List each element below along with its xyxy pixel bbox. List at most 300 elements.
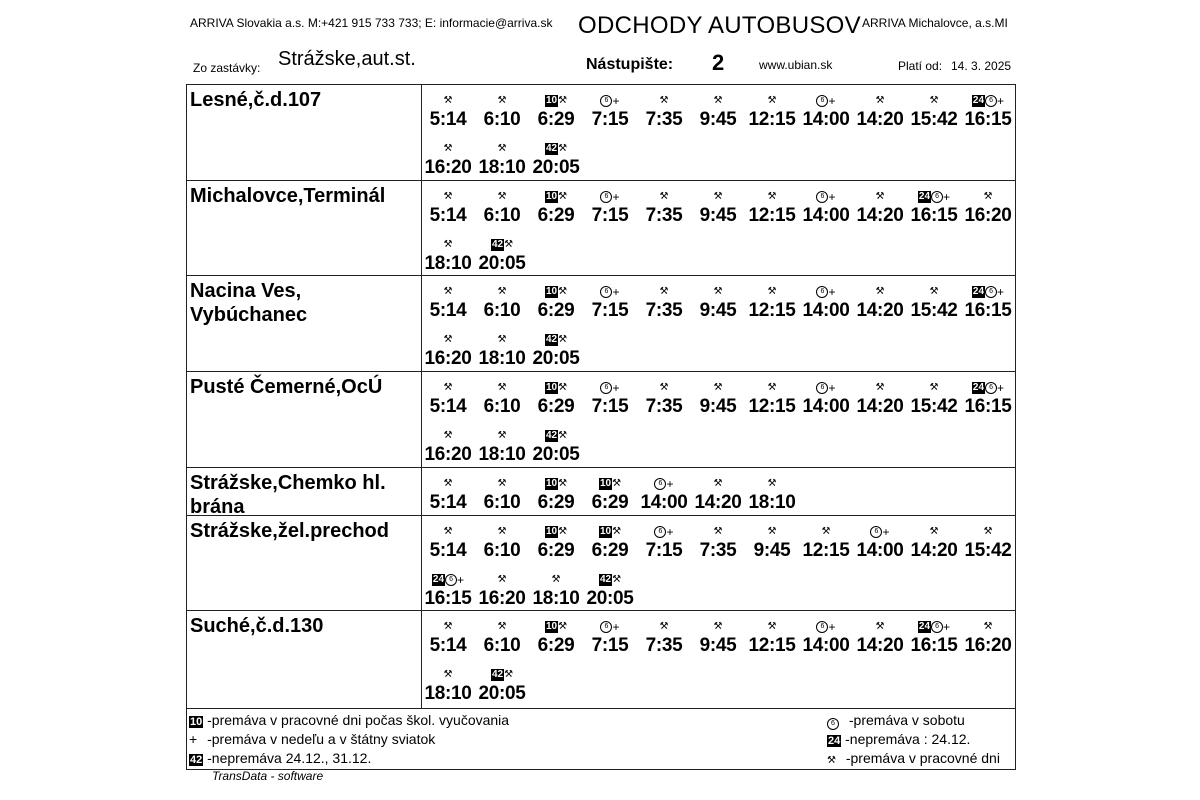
departure-notes [691,93,745,109]
departure [745,476,799,514]
departure-time: 18:10 [748,492,796,513]
departure-time: 5:14 [429,635,467,656]
departure [853,380,907,418]
hammers-icon: ⚒ [443,143,453,154]
saturday-icon: 6 [931,621,943,633]
saturday-icon: 6 [931,191,943,203]
departure-notes [853,284,907,300]
departure [475,428,529,466]
departure [961,93,1015,131]
departure-time: 20:05 [532,157,580,178]
saturday-icon: 6 [985,95,997,107]
departure [475,524,529,562]
hammers-icon: ⚒ [443,334,453,345]
departure [529,93,583,131]
departure-notes [475,380,529,396]
departure-time: 16:20 [964,205,1012,226]
hammers-icon: ⚒ [558,191,568,202]
departure [421,428,475,466]
hammers-icon: ⚒ [983,526,993,537]
saturday-icon: 6 [816,382,828,394]
departure-time: 9:45 [699,635,737,656]
departure-time: 16:20 [424,444,472,465]
legend-school [189,711,509,729]
saturday-icon: 6 [985,382,997,394]
departure [853,189,907,227]
hammers-icon: ⚒ [929,382,939,393]
hammers-icon: ⚒ [767,191,777,202]
plus-icon: + [828,94,836,108]
departure [421,667,475,705]
hammers-icon: ⚒ [504,239,514,250]
hammers-icon: ⚒ [612,574,622,585]
hammers-icon: ⚒ [875,95,885,106]
operator-name: ARRIVA Michalovce, a.s.MI [862,16,1008,30]
departure [475,380,529,418]
departure [853,524,907,562]
plus-icon: + [189,731,198,747]
departure-time: 7:15 [645,540,683,561]
departure-time: 14:20 [856,109,904,130]
legend-no-24 [827,730,970,748]
departure-time: 6:29 [537,300,575,321]
route-row [187,372,1015,468]
school-days-icon: 10 [545,286,558,297]
plus-icon: + [666,525,674,539]
departure-notes [529,572,583,588]
departure-notes [421,380,475,396]
saturday-icon: 6 [654,478,666,490]
departure-notes [961,284,1015,300]
plus-icon: + [997,94,1005,108]
legend-no-24-text: -nepremáva : 24.12. [845,731,971,747]
saturday-icon: 6 [445,574,457,586]
departure-notes [745,524,799,540]
hammers-icon: ⚒ [659,621,669,632]
plus-icon: + [997,381,1005,395]
departure-notes [583,619,637,635]
departure-time: 6:29 [537,109,575,130]
departure-notes [745,380,799,396]
plus-icon: + [943,620,951,634]
no-24-icon: 24 [972,382,985,393]
departure-time: 6:10 [483,635,521,656]
departure [691,476,745,514]
departure-time: 12:15 [748,635,796,656]
departure-notes [853,524,907,540]
departure-time: 6:10 [483,492,521,513]
saturday-icon: 6 [654,526,666,538]
departure-time: 7:15 [591,300,629,321]
departure-time: 7:15 [591,396,629,417]
departure-notes [637,189,691,205]
departure [421,524,475,562]
hammers-icon: ⚒ [558,286,568,297]
departure-notes [529,619,583,635]
company-contact: ARRIVA Slovakia a.s. M:+421 915 733 733; E: informacie@arriva.sk [190,16,553,30]
hammers-icon: ⚒ [767,286,777,297]
saturday-icon: 6 [827,718,839,730]
departure-notes [529,332,583,348]
departure-time: 16:15 [910,635,958,656]
departure-notes [799,380,853,396]
plus-icon: + [828,285,836,299]
plus-icon: + [828,190,836,204]
saturday-icon: 6 [985,286,997,298]
departure-notes [907,189,961,205]
departure-notes [421,93,475,109]
departure-notes [529,93,583,109]
departure [961,284,1015,322]
departure [475,667,529,705]
departure [637,380,691,418]
departure-notes [529,284,583,300]
hammers-icon: ⚒ [443,286,453,297]
departure [853,93,907,131]
departure-notes [691,476,745,492]
saturday-icon: 6 [600,286,612,298]
departure [421,284,475,322]
departure-time: 12:15 [748,300,796,321]
school-days-icon: 10 [545,191,558,202]
hammers-icon: ⚒ [875,382,885,393]
departure-notes [529,524,583,540]
departure-notes [691,524,745,540]
departure-notes [961,380,1015,396]
departure-time: 7:15 [591,635,629,656]
departure [637,524,691,562]
departure-notes [853,93,907,109]
departure-notes [637,284,691,300]
departure [583,284,637,322]
departure-notes [637,524,691,540]
hammers-icon: ⚒ [558,382,568,393]
saturday-icon: 6 [600,95,612,107]
departure-time: 18:10 [478,444,526,465]
departure-time: 5:14 [429,300,467,321]
departure [907,380,961,418]
departure-time: 9:45 [699,205,737,226]
hammers-icon: ⚒ [558,478,568,489]
departure-time: 15:42 [964,540,1012,561]
departure-time: 14:20 [856,300,904,321]
departure-notes [961,189,1015,205]
hammers-icon: ⚒ [558,143,568,154]
departure-notes [421,619,475,635]
hammers-icon: ⚒ [443,621,453,632]
route-destination: Michalovce,Terminál [190,185,386,207]
hammers-icon: ⚒ [612,478,622,489]
departure-notes [583,572,637,588]
departure-time: 16:15 [424,588,472,609]
departure [583,619,637,657]
no-24-icon: 24 [828,735,841,747]
hammers-icon: ⚒ [558,526,568,537]
hammers-icon: ⚒ [929,95,939,106]
departure [907,619,961,657]
departure-notes [691,189,745,205]
departure-notes [691,284,745,300]
departure-notes [637,619,691,635]
hammers-icon: ⚒ [551,574,561,585]
departure-notes [853,380,907,396]
departure-notes [475,284,529,300]
hammers-icon: ⚒ [983,621,993,632]
departure-notes [421,524,475,540]
departure-notes [799,619,853,635]
hammers-icon: ⚒ [497,526,507,537]
departure [745,524,799,562]
route-row [187,468,1015,516]
plus-icon: + [612,190,620,204]
departure-time: 20:05 [532,348,580,369]
legend-no-24-31 [189,749,371,767]
departure-time: 6:29 [537,205,575,226]
departure-time: 14:20 [910,540,958,561]
departure-time: 16:20 [424,348,472,369]
departure-time: 6:29 [537,396,575,417]
no-24-31-icon: 42 [491,669,504,680]
departure [691,189,745,227]
no-24-31-icon: 42 [491,239,504,250]
hammers-icon: ⚒ [443,430,453,441]
departure [637,476,691,514]
hammers-icon: ⚒ [497,334,507,345]
departure-time: 18:10 [424,683,472,704]
route-destination: Suché,č.d.130 [190,615,324,637]
departure-notes [421,332,475,348]
departure-notes [475,476,529,492]
departure [745,380,799,418]
departure-notes [745,93,799,109]
route-destination: Strážske,Chemko hl. brána [190,472,386,518]
departure-notes [421,572,475,588]
departure-time: 15:42 [910,300,958,321]
departure [745,93,799,131]
departure-time: 14:00 [640,492,688,513]
departure [799,189,853,227]
departure [907,189,961,227]
departure [529,380,583,418]
hammers-icon: ⚒ [558,334,568,345]
departure-time: 18:10 [478,348,526,369]
departure-time: 5:14 [429,109,467,130]
hammers-icon: ⚒ [497,430,507,441]
hammers-icon: ⚒ [929,526,939,537]
website-link[interactable]: www.ubian.sk [759,58,833,72]
route-destination: Nacina Ves, Vybúchanec [190,280,308,326]
departure-time: 9:45 [699,300,737,321]
departure-notes [421,284,475,300]
departure [475,189,529,227]
hammers-icon: ⚒ [659,191,669,202]
plus-icon: + [943,190,951,204]
departure [961,380,1015,418]
saturday-icon: 6 [600,621,612,633]
departure-notes [961,524,1015,540]
departure [637,284,691,322]
departure [583,524,637,562]
departure-notes [529,189,583,205]
departure-time: 14:00 [856,540,904,561]
departure [529,476,583,514]
departure-notes [745,189,799,205]
departure-time: 20:05 [478,683,526,704]
hammers-icon: ⚒ [827,755,836,766]
departure [529,619,583,657]
departure-time: 12:15 [748,396,796,417]
departure-notes [421,189,475,205]
valid-from-date: 14. 3. 2025 [951,59,1012,73]
departure [475,93,529,131]
departure-notes [475,572,529,588]
departure-time: 6:29 [591,492,629,513]
hammers-icon: ⚒ [767,478,777,489]
saturday-icon: 6 [816,621,828,633]
departure [583,476,637,514]
departure-time: 6:10 [483,300,521,321]
hammers-icon: ⚒ [713,382,723,393]
no-24-icon: 24 [918,191,931,202]
departure [421,141,475,179]
hammers-icon: ⚒ [497,286,507,297]
departure-time: 16:20 [478,588,526,609]
departure-notes [421,237,475,253]
departure-time: 5:14 [429,205,467,226]
hammers-icon: ⚒ [558,430,568,441]
software-credit: TransData - software [212,769,324,783]
departure-time: 6:10 [483,205,521,226]
departure-notes [583,93,637,109]
departure [529,572,583,610]
no-24-icon: 24 [972,286,985,297]
departure [529,428,583,466]
departure-time: 14:20 [856,635,904,656]
departure-time: 20:05 [586,588,634,609]
departure-notes [907,524,961,540]
departure [529,189,583,227]
departure-timetable [186,84,1016,770]
departure [907,524,961,562]
departure [583,93,637,131]
platform-label: Nástupište: [586,56,674,73]
departure [583,380,637,418]
saturday-icon: 6 [600,191,612,203]
hammers-icon: ⚒ [875,286,885,297]
departure-time: 14:00 [802,300,850,321]
departure-time: 16:20 [964,635,1012,656]
valid-from-label: Platí od: [898,59,943,73]
departure-notes [853,189,907,205]
hammers-icon: ⚒ [497,191,507,202]
departure [421,332,475,370]
hammers-icon: ⚒ [713,478,723,489]
departure-time: 12:15 [748,205,796,226]
departure-notes [529,476,583,492]
departure-notes [745,476,799,492]
departure [799,524,853,562]
departure [529,141,583,179]
no-24-icon: 24 [432,574,445,585]
no-24-icon: 24 [972,95,985,106]
route-row [187,276,1015,372]
departure-notes [529,380,583,396]
legend-sunday [189,730,435,748]
departure [745,284,799,322]
hammers-icon: ⚒ [767,95,777,106]
departure [583,189,637,227]
departure-notes [583,284,637,300]
departure-notes [691,619,745,635]
departure-time: 14:00 [802,635,850,656]
departure-time: 12:15 [748,109,796,130]
departure [475,572,529,610]
departure-time: 16:15 [910,205,958,226]
departure [853,284,907,322]
school-days-icon: 10 [545,382,558,393]
hammers-icon: ⚒ [713,526,723,537]
hammers-icon: ⚒ [558,95,568,106]
departure-time: 15:42 [910,396,958,417]
school-days-icon: 10 [599,478,612,489]
hammers-icon: ⚒ [821,526,831,537]
departure-notes [907,284,961,300]
departure [475,284,529,322]
hammers-icon: ⚒ [497,621,507,632]
departure-notes [475,189,529,205]
platform-number: 2 [712,50,725,75]
departure-notes [475,237,529,253]
legend-sunday-text: -premáva v nedeľu a v štátny sviatok [207,731,436,747]
departure-notes [421,476,475,492]
school-days-icon: 10 [545,526,558,537]
departure-notes [475,332,529,348]
departure [907,93,961,131]
departure-notes [421,141,475,157]
departure [475,237,529,275]
departure [637,189,691,227]
stop-name: Strážske,aut.st. [278,48,416,70]
departure-time: 5:14 [429,396,467,417]
hammers-icon: ⚒ [659,95,669,106]
hammers-icon: ⚒ [443,669,453,680]
departure-notes [529,141,583,157]
departure [961,619,1015,657]
hammers-icon: ⚒ [497,95,507,106]
departure [691,524,745,562]
departure-time: 7:35 [645,396,683,417]
hammers-icon: ⚒ [612,526,622,537]
route-destination: Strážske,žel.prechod [190,520,389,542]
saturday-icon: 6 [870,526,882,538]
departure-notes [583,380,637,396]
departure-notes [475,141,529,157]
departure [799,619,853,657]
departure-notes [799,284,853,300]
departure [421,619,475,657]
departure-notes [853,619,907,635]
departure-time: 15:42 [910,109,958,130]
departure-notes [583,476,637,492]
stop-label: Zo zastávky: [193,61,261,75]
departure-notes [475,524,529,540]
departure [691,380,745,418]
departure [475,476,529,514]
departure-time: 7:35 [645,205,683,226]
departure-notes [637,380,691,396]
route-row [187,611,1015,709]
departure-notes [421,428,475,444]
